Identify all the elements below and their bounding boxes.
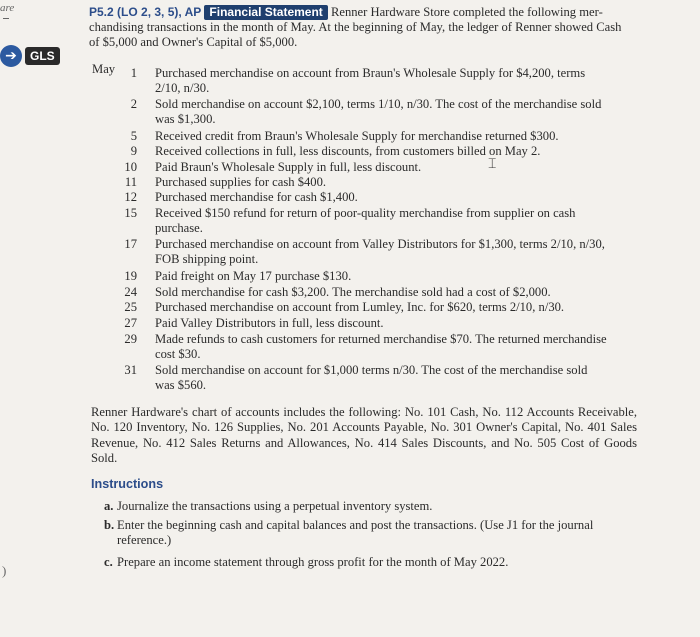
transaction-text: Purchased merchandise for cash $1,400. <box>155 190 358 204</box>
gls-label: GLS <box>25 47 60 65</box>
month-label: May <box>92 62 116 76</box>
problem-number: P5.2 (LO 2, 3, 5), AP <box>89 5 202 19</box>
transaction-text: Paid Valley Distributors in full, less discount. <box>155 316 384 330</box>
margin-tick <box>3 18 9 19</box>
transaction-day: 27 <box>124 316 137 330</box>
problem-intro-line1: Renner Hardware Store completed the following mer- <box>330 5 603 19</box>
problem-header <box>89 5 649 50</box>
margin-text-fragment: are <box>0 2 15 14</box>
margin-mark: ) <box>2 563 7 578</box>
transaction-text: Purchased merchandise on account from Lumley, Inc. for $620, terms 2/10, n/30. <box>155 300 565 314</box>
transaction-day: 2 <box>130 97 137 111</box>
transaction-text: Made refunds to cash customers for returned merchandise $70. The returned merchandise cost $30. <box>155 332 607 361</box>
instruction-letter: c. <box>104 555 113 569</box>
transaction-text: Received credit from Braun's Wholesale Supply for merchandise returned $300. <box>155 129 559 143</box>
transaction-day: 9 <box>130 144 137 158</box>
transaction-day: 19 <box>124 269 137 283</box>
instruction-letter: a. <box>104 499 114 513</box>
transaction-day: 25 <box>124 300 137 314</box>
transaction-day: 29 <box>124 332 137 346</box>
transaction-day: 5 <box>130 129 137 143</box>
transaction-text: Sold merchandise for cash $3,200. The merchandise sold had a cost of $2,000. <box>155 285 551 299</box>
transaction-day: 1 <box>130 66 137 80</box>
transaction-text: Received $150 refund for return of poor-quality merchandise from supplier on cash purchase. <box>155 206 576 235</box>
instructions-heading: Instructions <box>91 477 164 491</box>
transaction-day: 31 <box>124 363 137 377</box>
transaction-text: Purchased merchandise on account from Braun's Wholesale Supply for $4,200, terms 2/10, n/30. <box>155 66 586 95</box>
gls-badge <box>0 45 60 67</box>
transaction-text: Purchased merchandise on account from Valley Distributors for $1,300, terms 2/10, n/30, FOB shipping point. <box>155 237 605 266</box>
chart-of-accounts-paragraph: Renner Hardware's chart of accounts includes the following: No. 101 Cash, No. 112 Accounts Receivable, No. 120 Inventory, No. 126 Supplies, No. 201 Accounts Payable, No. 301 Owner's Capital, No. 401 Sales Revenue, No. 412 Sales Returns and Allowances, No. 414 Sales Discounts, and No. 505 Cost of Goods Sold. <box>91 405 637 465</box>
transaction-day: 11 <box>124 175 137 189</box>
transaction-day: 17 <box>124 237 137 251</box>
transaction-text: Purchased supplies for cash $400. <box>155 175 327 189</box>
transaction-text: Paid freight on May 17 purchase $130. <box>155 269 352 283</box>
transaction-day: 24 <box>124 285 137 299</box>
financial-statement-badge: Financial Statement <box>204 5 327 20</box>
transaction-day: 15 <box>124 206 137 220</box>
problem-intro-line2: chandising transactions in the month of May. At the beginning of May, the ledger of Renner showed Cash <box>89 20 622 34</box>
instruction-text: Enter the beginning cash and capital balances and post the transactions. (Use J1 for the journal reference.) <box>117 518 594 547</box>
transaction-day: 10 <box>124 160 137 174</box>
transaction-text: Paid Braun's Wholesale Supply in full, less discount. <box>155 160 422 174</box>
transaction-day: 12 <box>124 190 137 204</box>
transaction-text: Received collections in full, less discounts, from customers billed on May 2. <box>155 144 541 158</box>
instruction-text: Journalize the transactions using a perpetual inventory system. <box>117 499 433 513</box>
transaction-text: Sold merchandise on account $2,100, terms 1/10, n/30. The cost of the merchandise sold was $1,300. <box>155 97 602 126</box>
transaction-text: Sold merchandise on account for $1,000 terms n/30. The cost of the merchandise sold was $560. <box>155 363 588 392</box>
instruction-text: Prepare an income statement through gross profit for the month of May 2022. <box>117 555 509 569</box>
arrow-right-icon: ➔ <box>0 45 22 67</box>
text-cursor-icon: ⌶ <box>488 156 497 172</box>
problem-intro-line3: of $5,000 and Owner's Capital of $5,000. <box>89 35 298 49</box>
instruction-letter: b. <box>104 518 115 532</box>
